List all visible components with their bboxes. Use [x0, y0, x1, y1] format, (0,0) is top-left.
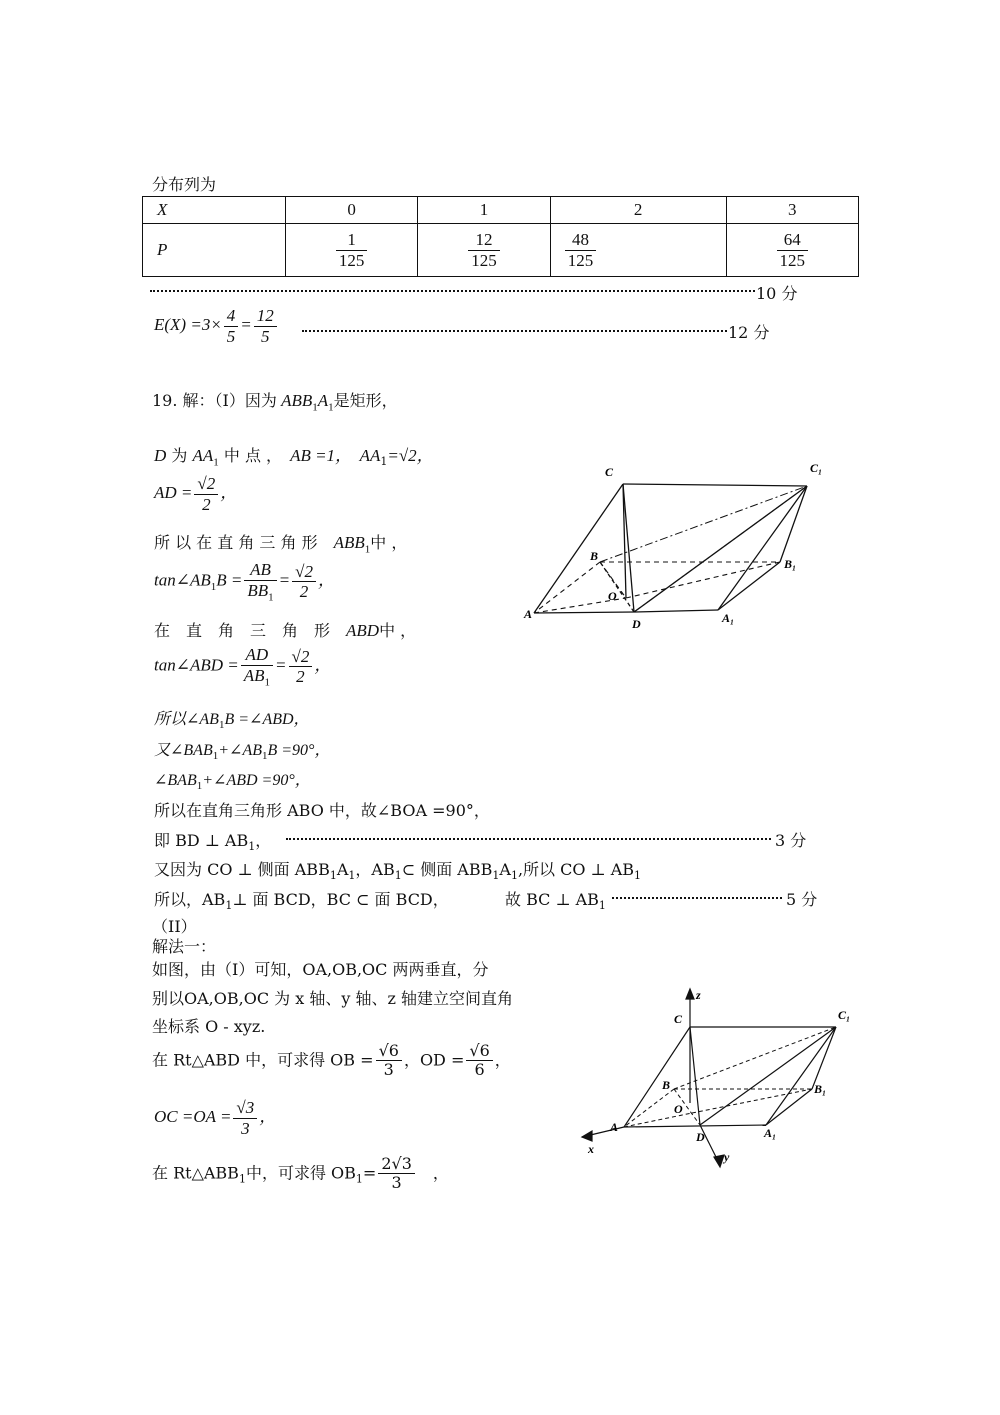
leader-dots	[612, 897, 782, 899]
rt-abd-line: 在 Rt△ABD 中，可求得 OB = $\frac{√6}{3}$ ，OD = $\frac{√6}{6}$ ，	[152, 1041, 511, 1080]
bc-perp: 故 BC ⊥ $AB_1$	[505, 890, 606, 913]
ad-value: AD = $\frac{√2}{2}$ ，	[154, 474, 238, 514]
angle-equal: 所以$\angle AB_1B$ =∠ABD，	[154, 711, 310, 732]
angle-sum-2: $\angle BAB_1+\angle ABD =90^\circ$，	[154, 772, 311, 793]
leader-dots	[302, 330, 727, 332]
perp-line: 即 BD ⊥ $AB_1$，	[154, 831, 272, 854]
label-o: O	[674, 1102, 683, 1116]
line-d-midpoint: D 为 $AA_1$ 中 点 ， AB =1， $AA_1=√2$，	[154, 446, 434, 469]
p2-line-3: 坐标系 O - xyz.	[152, 1017, 266, 1036]
label-b1: B₁	[784, 557, 797, 571]
line-right-triangle-1: 所 以 在 直 角 三 角 形 $ABB_1$中 ，	[154, 533, 408, 556]
rt-abb1-line: 在 $Rt\triangle ABB_1$中，可求得 $OB_1=$ $\frac{2√3}{3}$ ，	[152, 1154, 449, 1193]
co-line: 又因为 CO ⊥ 侧面 $ABB_1A_1$，$AB_1\subset$ 侧面 $ABB_1A_1$,所以 CO ⊥ $AB_1$	[154, 860, 642, 883]
label-b: B	[590, 549, 599, 563]
label-y: y	[724, 1150, 730, 1164]
so-line: 所以，$AB_1\perp$ 面 BCD，BC ⊂ 面 BCD，	[154, 890, 449, 913]
p-value: $\frac{12}{125}$	[418, 224, 550, 277]
p2-line-1: 如图，由（Ⅰ）可知，OA,OB,OC 两两垂直，分	[152, 960, 489, 979]
p-value: $\frac{1}{125}$	[286, 224, 418, 277]
distribution-table	[142, 196, 859, 277]
label-a: A	[610, 1120, 619, 1134]
row-x-label: X	[143, 197, 286, 224]
label-b: B	[662, 1078, 671, 1092]
leader-dots	[286, 838, 771, 840]
x-value: 1	[418, 197, 550, 224]
x-value: 2	[550, 197, 726, 224]
label-c1: C₁	[810, 461, 823, 475]
label-b1: B₁	[814, 1082, 827, 1096]
prism-figure-2	[570, 985, 870, 1185]
score-3: 3 分	[775, 831, 807, 850]
label-c: C	[605, 465, 614, 479]
label-d: D	[696, 1130, 705, 1144]
tan-2: tan∠ABD = $\frac{AD}{AB_1}$ = $\frac{√2}{2}$ ，	[154, 645, 332, 688]
angle-sum-1: 又$\angle BAB_1+\angle AB_1B =90^\circ$，	[154, 742, 331, 763]
row-p-label: P	[143, 224, 286, 277]
label-x: x	[588, 1142, 594, 1156]
score-5: 5 分	[786, 890, 818, 909]
p-value: $\frac{64}{125}$	[726, 224, 858, 277]
p2-line-2: 别以OA,OB,OC 为 x 轴、y 轴、z 轴建立空间直角	[152, 989, 514, 1008]
label-a1: A₁	[764, 1126, 777, 1140]
tan-1: $\tan\angle AB_1B$ = $\frac{AB}{BB_1}$ = $\frac{√2}{2}$ ，	[154, 560, 335, 603]
leader-dots	[150, 290, 755, 292]
label-c: C	[674, 1012, 683, 1026]
label-c1: C₁	[838, 1008, 851, 1022]
label-o: O	[608, 589, 617, 603]
x-value: 0	[286, 197, 418, 224]
q19-header: 19. 解：（Ⅰ）因为 $ABB_1A_1$是矩形，	[152, 391, 398, 414]
score-12: 12 分	[728, 323, 770, 342]
x-value: 3	[726, 197, 858, 224]
label-z: z	[696, 988, 701, 1002]
label-a: A	[524, 607, 533, 621]
dist-intro: 分布列为	[152, 175, 217, 194]
part2-header: （II）	[152, 917, 197, 936]
label-d: D	[632, 617, 641, 631]
oc-oa-line: OC =OA = $\frac{√3}{3}$ ，	[154, 1098, 277, 1138]
prism-figure-1	[510, 450, 840, 640]
abo-line: 所以在直角三角形 ABO 中，故∠BOA =90°，	[154, 801, 490, 820]
label-a1: A₁	[722, 611, 735, 625]
method-label: 解法一：	[152, 937, 217, 956]
p-value: $\frac{48}{125}$	[550, 224, 726, 277]
score-10: 10 分	[756, 284, 798, 303]
expectation-line: E(X) =3× $\frac{4}{5}$ = $\frac{12}{5}$	[154, 306, 279, 346]
line-right-triangle-2: 在 直 角 三 角 形 ABD中 ，	[154, 621, 417, 640]
